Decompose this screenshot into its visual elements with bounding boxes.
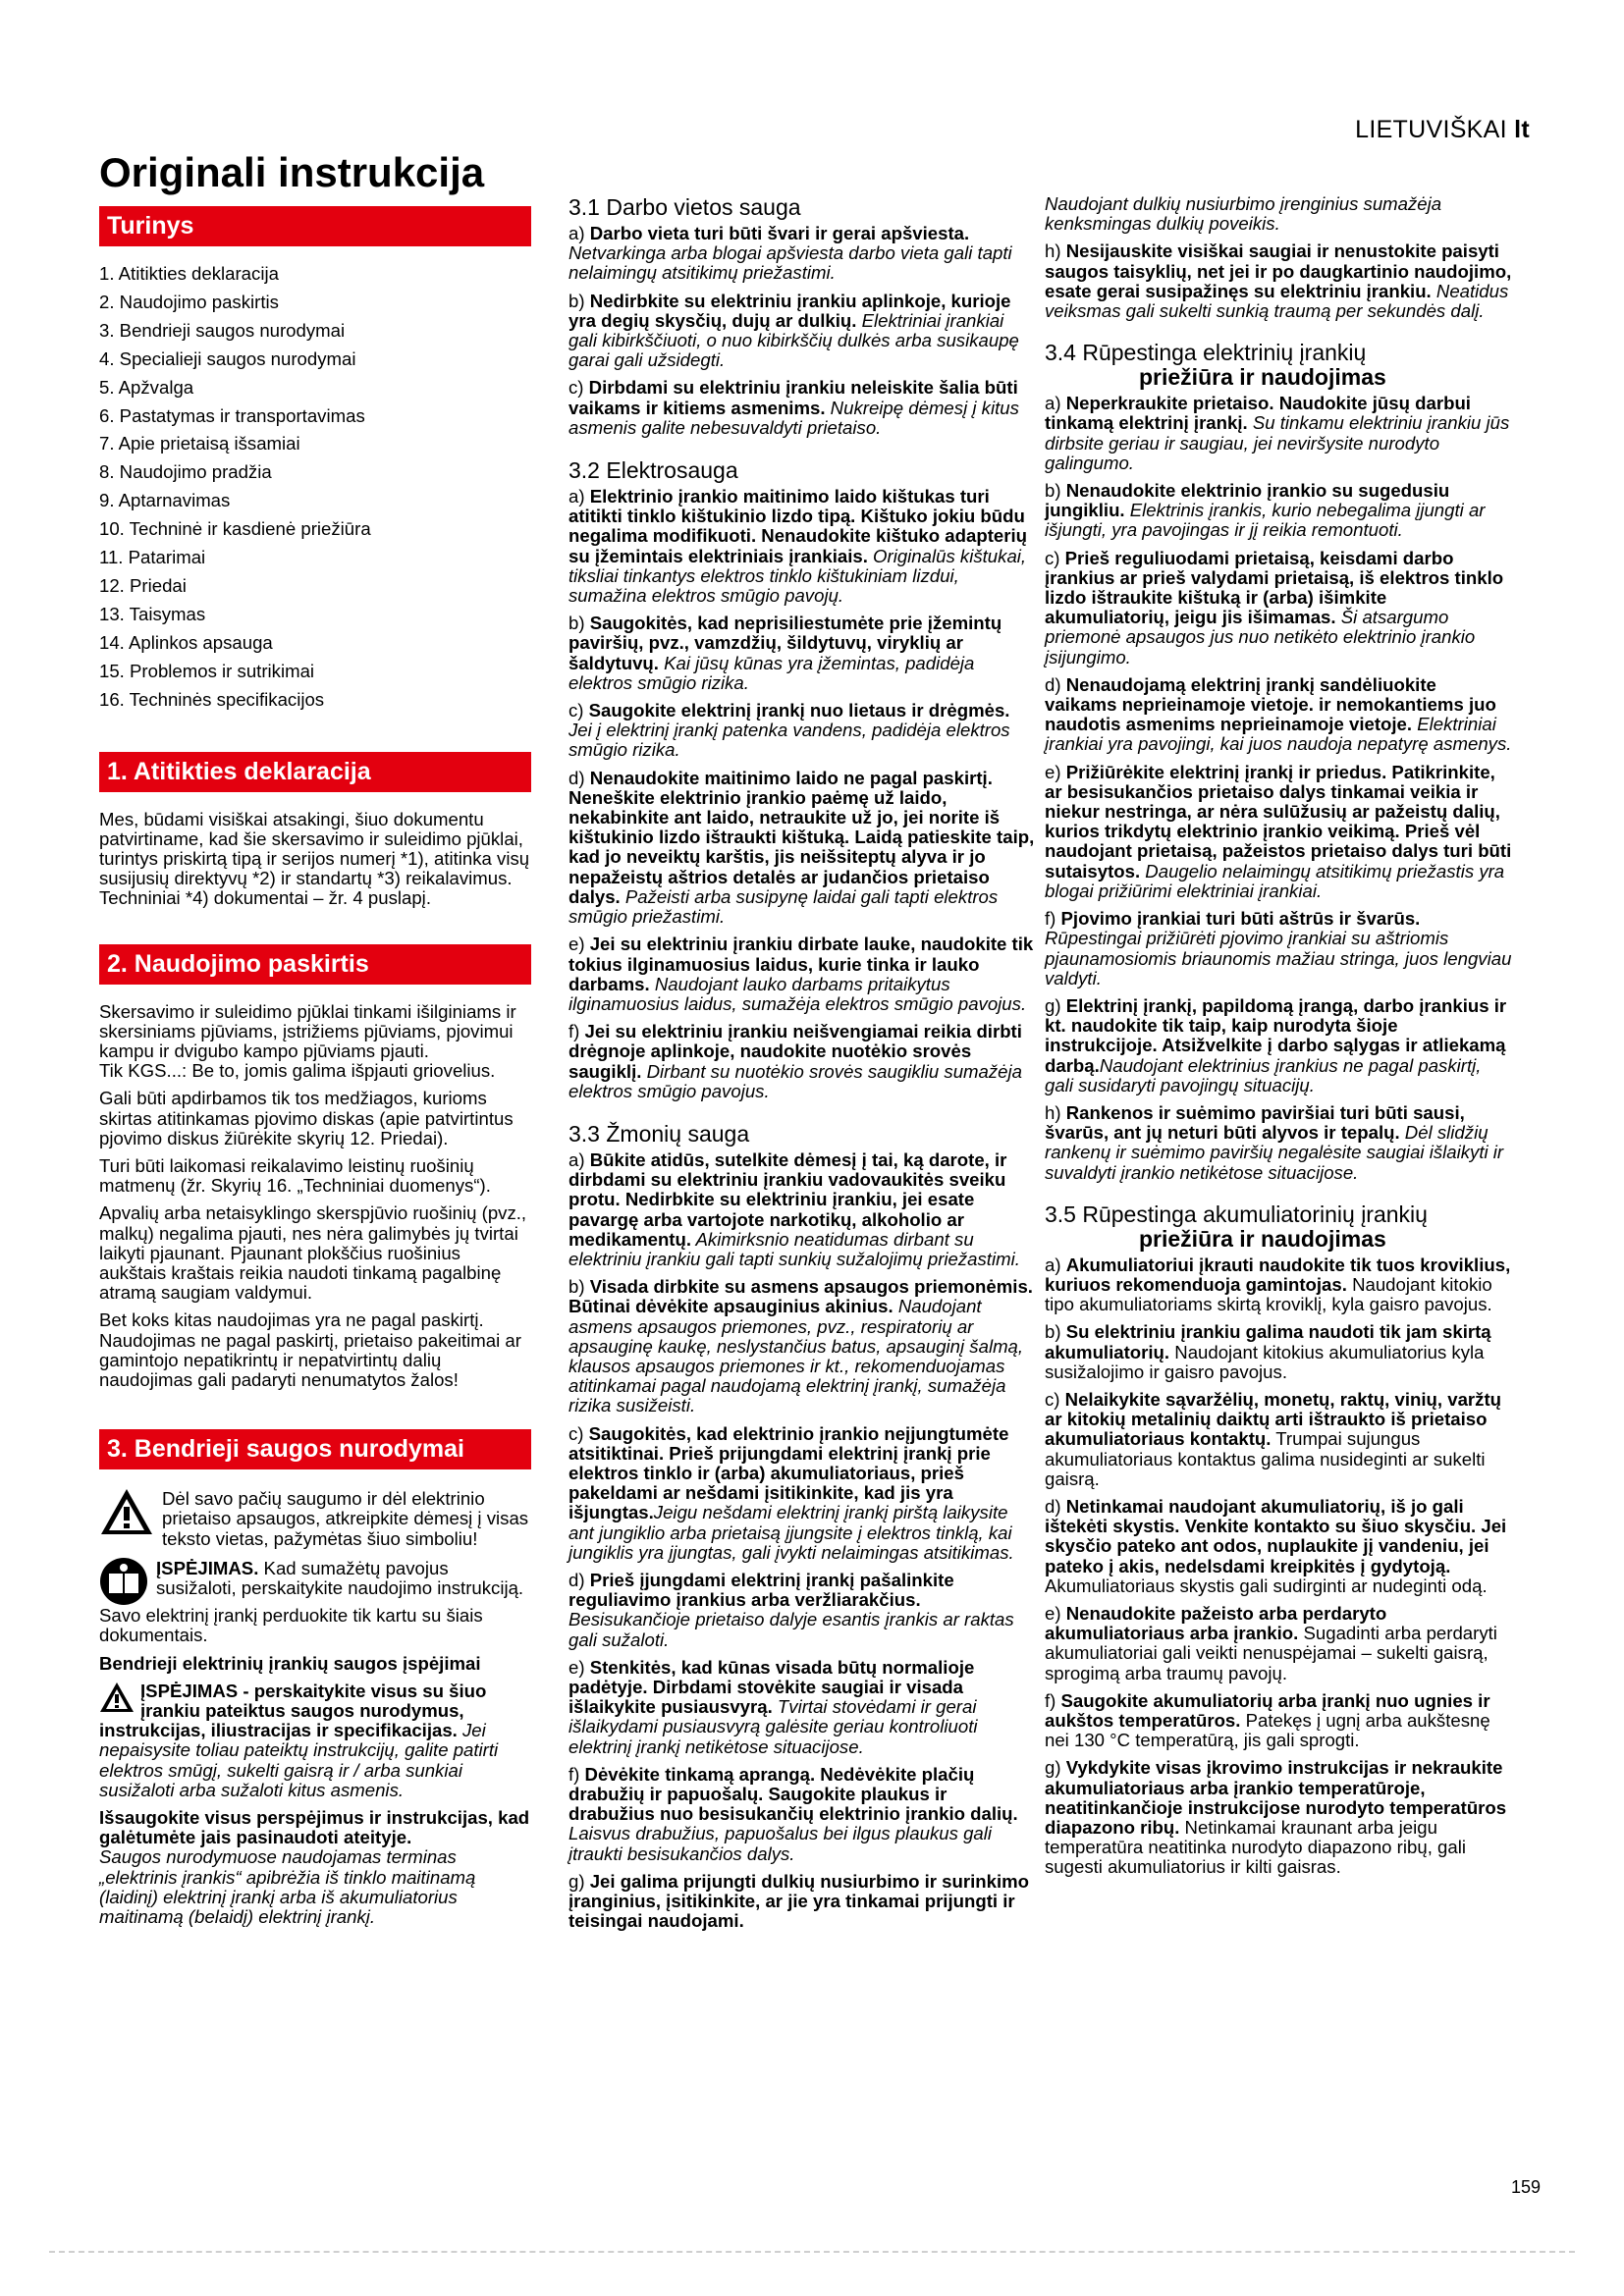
s35-c: c) Nelaikykite sąvaržėlių, monetų, raktų, vinių, varžtų ar kitokių metalinių daiktų arti ištraukto iš prietaiso akumuliatoriaus kontaktų. Trumpai sujungus akumuliatoriaus kontaktus galima nusideginti ar sukelti gaisrą. xyxy=(1045,1388,1501,1489)
general-warning-block xyxy=(99,1682,531,1808)
intended-use-misuse: Bet koks kitas naudojimas yra ne pagal paskirtį. Naudojimas ne pagal paskirtį, prietaiso pakeitimai ar gamintojo nepatikrintų ir nepatvirtintų dalių naudojimas gali padaryti nenumatytos žalos! xyxy=(99,1309,521,1390)
warning-triangle-icon xyxy=(99,1487,154,1536)
read-manual-warning xyxy=(99,1557,531,1606)
intended-use-kgs: Tik KGS...: Be to, jomis galima išpjauti griovelius. xyxy=(99,1060,496,1082)
toc-item[interactable]: 7. Apie prietaisą išsamiai xyxy=(99,433,300,454)
s33-b: b) Visada dirbkite su asmens apsaugos priemonėmis. Būtinai dėvėkite apsauginius akinius. Naudojant asmens apsaugos priemones, pvz., respiratorių ar apsauginę kaukę, neslystančius batus, apsauginį šalmą, klausos apsaugos priemones ir kt., rekomenduojamas atitinkamai pagal naudojamą elektrinį įrankį, sumažėja rizika susižeisti. xyxy=(568,1276,1033,1416)
s35-e: e) Nenaudokite pažeisto arba perdaryto akumuliatoriaus arba įrankio. Sugadinti arba perdaryti akumuliatoriai gali veikti nenuspėjamai – sukelti gaisrą, sprogimą arba traumų pavojų. xyxy=(1045,1602,1497,1683)
toc-item[interactable]: 11. Patarimai xyxy=(99,547,206,568)
safety-warning-general xyxy=(99,1487,531,1557)
section-3-4-title: 3.4 Rūpestinga elektrinių įrankių priežiūra ir naudojimas xyxy=(1045,340,1386,391)
s33-g-continued: Naudojant dulkių nusiurbimo įrenginius sumažėja kenksmingas dulkių poveikis. xyxy=(1045,193,1442,235)
warning-symbol-text: Dėl savo pačių saugumo ir dėl elektrinio prietaiso apsaugos, atkreipkite dėmesį į visas teksto vietas, pažymėtas šiuo simboliu! xyxy=(162,1488,529,1549)
intended-use-round: Apvalių arba netaisyklingo skerspjūvio ruošinių (pvz., malkų) negalima pjauti, nes nėra galimybės jų tvirtai laikyti pjaunant. Pjaunant plokščius ruošinius aukštais kraštais reikia naudoti tinkamą pagalbinę atramą saugiam valdymui. xyxy=(99,1202,527,1304)
section-1-heading: 1. Atitikties deklaracija xyxy=(99,752,531,792)
toc-item[interactable]: 13. Taisymas xyxy=(99,603,206,624)
s32-f: f) Jei su elektriniu įrankiu neišvengiamai reikia dirbti drėgnoje aplinkoje, naudokite nuotėkio srovės saugiklį. Dirbant su nuotėkio srovės saugikliu sumažėja elektros smūgio pavojus. xyxy=(568,1021,1022,1101)
language-header xyxy=(1355,116,1530,144)
s32-c: c) Saugokite elektrinį įrankį nuo lietaus ir drėgmės. Jei į elektrinį įrankį patenka vandens, padidėja elektros smūgio rizika. xyxy=(568,700,1010,761)
s32-b: b) Saugokitės, kad neprisiliestumėte prie įžemintų paviršių, pvz., vamzdžių, šildytuvų, viryklių ar šaldytuvų. Kai jūsų kūnas yra įžemintas, padidėja elektros smūgio rizika. xyxy=(568,613,1002,693)
s33-f: f) Dėvėkite tinkamą aprangą. Nedėvėkite plačių drabužių ir papuošalų. Saugokite plaukus ir drabužius nuo besisukančių elektrinio įrankio dalių. Laisvus drabužius, papuošalus bei ilgus plaukus gali įtraukti besisukančios dalys. xyxy=(568,1763,1018,1864)
toc-item[interactable]: 16. Techninės specifikacijos xyxy=(99,688,325,710)
section-3-3-title: 3.3 Žmonių sauga xyxy=(568,1120,750,1147)
language-code: lt xyxy=(1514,116,1530,143)
section-3-1-title: 3.1 Darbo vietos sauga xyxy=(568,194,801,220)
s33-e: e) Stenkitės, kad kūnas visada būtų normalioje padėtyje. Dirbdami stovėkite saugiai ir visada išlaikykite pusiausvyrą. Tvirtai stovėdami ir gerai išlaikydami pusiausvyrą galėsite geriau kontroliuoti elektrinį įrankį netikėtose situacijose. xyxy=(568,1656,978,1757)
pass-on-text: Savo elektrinį įrankį perduokite tik kartu su šiais dokumentais. xyxy=(99,1605,483,1646)
s31-c: c) Dirbdami su elektriniu įrankiu neleiskite šalia būti vaikams ir kitiems asmenims. Nukreipę dėmesį į kitus asmenis galite nebesuvaldyti prietaiso. xyxy=(568,377,1019,438)
toc-item[interactable]: 8. Naudojimo pradžia xyxy=(99,461,272,483)
s31-b: b) Nedirbkite su elektriniu įrankiu aplinkoje, kurioje yra degių skysčių, dujų ar dulkių. Elektriniai įrankiai gali kibirkščiuoti, o nuo kibirkščių dulkės arba susikaupę garai gali užsidegti. xyxy=(568,290,1019,371)
toc-item[interactable]: 15. Problemos ir sutrikimai xyxy=(99,660,315,681)
toc-heading: Turinys xyxy=(99,206,531,246)
s34-b: b) Nenaudokite elektrinio įrankio su sugedusiu jungikliu. Elektrinis įrankis, kurio nebegalima įjungti ar išjungti, yra pavojingas ir jį reikia remontuoti. xyxy=(1045,480,1486,541)
section-3-2-title: 3.2 Elektrosauga xyxy=(568,457,738,484)
s33-a: a) Būkite atidūs, sutelkite dėmesį į tai, ką darote, ir dirbdami su elektriniu įrankiu vadovaukitės sveiku protu. Nedirbkite su elektriniu įrankiu, jei esate pavargę arba vartojote narkotikų, alkoholio ar medikamentų. Akimirksnio neatidumas dirbant su elektriniu įrankiu gali tapti sunkių sužalojimų priežastimi. xyxy=(568,1148,1020,1269)
intended-use-text: Skersavimo ir suleidimo pjūklai tinkami išilginiams ir skersiniams pjūviams, įstrižiems pjūviams, pjovimui kampu ir dvigubo kampo pjūviams pjauti. xyxy=(99,1000,516,1061)
toc-item[interactable]: 9. Aptarnavimas xyxy=(99,490,231,511)
column-middle xyxy=(568,194,1035,1939)
intended-use-materials: Gali būti apdirbamos tik tos medžiagos, kurioms skirtas atitinkamas pjovimo diskas (apie patvirtintus pjovimo diskus žiūrėkite skyrių 12. Priedai). xyxy=(99,1088,514,1148)
section-3-heading: 3. Bendrieji saugos nurodymai xyxy=(99,1429,531,1469)
toc-item[interactable]: 1. Atitikties deklaracija xyxy=(99,263,279,284)
s34-a: a) Neperkraukite prietaiso. Naudokite jūsų darbui tinkamą elektrinį įrankį. Su tinkamu elektriniu įrankiu jūs dirbsite geriau ir saugiau, jei neviršysite nurodyto galingumo. xyxy=(1045,393,1510,473)
read-manual-text: ĮSPĖJIMAS. Kad sumažėtų pavojus susižaloti, perskaitykite naudojimo instrukciją. xyxy=(156,1557,524,1598)
s34-g: g) Elektrinį įrankį, papildomą įrangą, darbo įrankius ir kt. naudokite tik taip, kaip nurodyta šioje instrukcijoje. Atsižvelkite į darbo sąlygas ir atliekamą darbą.Naudojant elektrinius įrankius ne pagal paskirtį, gali susidaryti pavojingų situacijų. xyxy=(1045,994,1507,1095)
keep-instructions: Išsaugokite visus perspėjimus ir instrukcijas, kad galėtumėte jais pasinaudoti ateityje. Saugos nurodymuose naudojamas terminas „elektrinis įrankis“ apibrėžia iš tinklo maitinamą (laidinį) elektrinį įrankį arba iš akumuliatorius maitinamą (belaidį) elektrinį įrankį. xyxy=(99,1807,530,1928)
s34-e: e) Prižiūrėkite elektrinį įrankį ir priedus. Patikrinkite, ar besisukančios prietaiso dalys tinkamai veikia ir niekur nestringa, ar nėra sulūžusių ar pažeistų dalių, kurios trikdytų elektrinio įrankio veikimą. Prieš vėl naudojant prietaisą, pažeistos prietaiso dalys turi būti sutaisytos. Daugelio nelaimingų atsitikimų priežastis yra blogai prižiūrimi elektriniai įrankiai. xyxy=(1045,761,1512,901)
s35-b: b) Su elektriniu įrankiu galima naudoti tik jam skirtą akumuliatorių. Naudojant kitokius akumuliatorius kyla susižalojimo ir gaisro pavojus. xyxy=(1045,1321,1491,1382)
s31-a: a) Darbo vieta turi būti švari ir gerai apšviesta. Netvarkinga arba blogai apšviesta darbo vieta gali tapti nelaimingų atsitikimų priežastimi. xyxy=(568,223,1012,284)
s32-a: a) Elektrinio įrankio maitinimo laido kištukas turi atitikti tinklo kištukinio lizdo tipą. Kištuko jokiu būdu negalima modifikuoti. Nenaudokite kištuko adapterių su įžemintais elektriniais įrankiais. Originalūs kištukai, tiksliai tinkantys elektros tinklo kištukiniam lizdui, sumažina elektros smūgio pavojų. xyxy=(568,486,1027,607)
warning-triangle-small-icon xyxy=(99,1682,135,1713)
s35-d: d) Netinkamai naudojant akumuliatorių, iš jo gali ištekėti skystis. Venkite kontakto su šiuo skysčiu. Jei skysčio pateko ant odos, nuplaukite jį vandeniu, jei pateko į akis, nedelsdami kreipkitės į gydytoją. Akumuliatoriaus skystis gali sudirginti ar nudeginti odą. xyxy=(1045,1495,1507,1596)
general-warnings-heading: Bendrieji elektrinių įrankių saugos įspėjimai xyxy=(99,1652,481,1674)
s33-c: c) Saugokitės, kad elektrinio įrankio neįjungtumėte atsitiktinai. Prieš prijungdami elektrinį įrankį prie elektros tinklo ir (arba) akumuliatoriaus, prieš pakeldami ar nešdami įsitikinkite, kad jis yra išjungtas.Jeigu nešdami elektrinį įrankį pirštą laikysite ant jungiklio arba prietaisą įjungsite į elektros tinklą, kai jungiklis yra įjungtas, gali įvykti nelaimingas atsitikimas. xyxy=(568,1422,1014,1563)
page-title: Originali instrukcija xyxy=(99,149,485,195)
toc-item[interactable]: 4. Specialieji saugos nurodymai xyxy=(99,347,356,369)
toc-item[interactable]: 10. Techninė ir kasdienė priežiūra xyxy=(99,518,371,540)
language-label: LIETUVIŠKAI xyxy=(1355,116,1507,143)
toc-item[interactable]: 6. Pastatymas ir transportavimas xyxy=(99,404,365,426)
s33-g: g) Jei galima prijungti dulkių nusiurbimo ir surinkimo įranginius, įsitikinkite, ar jie yra tinkamai prijungti ir teisingai naudojami. xyxy=(568,1870,1030,1932)
s32-e: e) Jei su elektriniu įrankiu dirbate lauke, naudokite tik tokius ilginamuosius laidus, kurie tinka ir lauko darbams. Naudojant lauko darbams pritaikytus ilginamuosius laidus, sumažėja elektros smūgio pavojus. xyxy=(568,934,1034,1014)
s32-d: d) Nenaudokite maitinimo laido ne pagal paskirtį. Neneškite elektrinio įrankio paėmę už laido, nekabinkite ant laido, netraukite už jo, jei norite iš kištukinio lizdo ištraukti kištuką. Laidą patieskite taip, kad jo neveiktų karštis, jis neišsiteptų alyva ir jo nepažeistų aštrios detalės ar judančios prietaiso dalys. Pažeisti arba susipynę laidai gali tapti elektros smūgio priežastimi. xyxy=(568,767,1035,928)
s35-a: a) Akumuliatoriui įkrauti naudokite tik tuos kroviklius, kuriuos rekomenduoja gamintojas. Naudojant kitokio tipo akumuliatoriams skirtą kroviklį, kyla gaisro pavojus. xyxy=(1045,1254,1511,1315)
table-of-contents xyxy=(99,260,531,715)
intended-use-dimensions: Turi būti laikomasi reikalavimo leistinų ruošinių matmenų (žr. Skyrių 16. „Techniniai duomenys“). xyxy=(99,1154,491,1197)
section-3-5-title: 3.5 Rūpestinga akumuliatorinių įrankių priežiūra ir naudojimas xyxy=(1045,1201,1428,1252)
declaration-text: Mes, būdami visiškai atsakingi, šiuo dokumentu patvirtiname, kad šie skersavimo ir suleidimo pjūklai, turintys priskirtą tipą ir serijos numerį *1), atitinka visų susijusių direktyvų *2) ir standartų *3) reikalavimus. Techniniai *4) dokumentai – žr. 4 puslapį. xyxy=(99,808,530,909)
toc-item[interactable]: 12. Priedai xyxy=(99,574,187,596)
read-manual-icon xyxy=(99,1557,148,1606)
s33-h: h) Nesijauskite visiškai saugiai ir nenustokite paisyti saugos taisyklių, net jei ir po daugkartinio naudojimo, esate gerai susipažinęs su elektriniu įrankiu. Neatidus veiksmas gali sukelti sunkią traumą per sekundės dalį. xyxy=(1045,240,1512,322)
s35-f: f) Saugokite akumuliatorių arba įrankį nuo ugnies ir aukštos temperatūros. Patekęs į ugnį arba aukštesnę nei 130 °C temperatūrą, jis gali sprogti. xyxy=(1045,1689,1490,1751)
s33-d: d) Prieš įjungdami elektrinį įrankį pašalinkite reguliavimo įrankius arba veržliarakčius. Besisukančioje prietaiso dalyje esantis įrankis ar raktas gali sužaloti. xyxy=(568,1569,1014,1650)
toc-item[interactable]: 3. Bendrieji saugos nurodymai xyxy=(99,319,346,341)
column-left xyxy=(99,194,531,1935)
column-right xyxy=(1045,194,1512,1886)
toc-item[interactable]: 14. Aplinkos apsauga xyxy=(99,631,273,653)
s34-h: h) Rankenos ir suėmimo paviršiai turi būti sausi, švarūs, ant jų neturi būti alyvos ir tepalų. Dėl slidžių rankenų ir suėmimo paviršių negalėsite saugiai išlaikyti ir suvaldyti įrankio netikėtose situacijose. xyxy=(1045,1101,1504,1183)
s34-c: c) Prieš reguliuodami prietaisą, keisdami darbo įrankius ar prieš valydami prietaisą, iš elektros tinklo lizdo ištraukite kištuką ir (arba) išimkite akumuliatorių, jeigu jis išimamas. Ši atsargumo priemonė apsaugos jus nuo netikėto elektrinio įrankio įsijungimo. xyxy=(1045,547,1504,667)
toc-item[interactable]: 5. Apžvalga xyxy=(99,376,194,398)
page-number: 159 xyxy=(1511,2177,1542,2197)
section-2-heading: 2. Naudojimo paskirtis xyxy=(99,944,531,985)
s35-g: g) Vykdykite visas įkrovimo instrukcijas ir nekraukite akumuliatoriaus arba įrankio temperatūroje, neatitinkančioje instrukcijose nurodyto temperatūros diapazono ribų. Netinkamai kraunant arba jeigu temperatūra neatitinka nurodyto diapazono ribų, gali sugesti akumuliatorius ir kilti gaisras. xyxy=(1045,1757,1507,1878)
s34-f: f) Pjovimo įrankiai turi būti aštrūs ir švarūs. Rūpestingai prižiūrėti pjovimo įrankiai su aštriomis pjaunamosiomis briaunomis mažiau stringa, juos lengviau valdyti. xyxy=(1045,908,1512,988)
toc-item[interactable]: 2. Naudojimo paskirtis xyxy=(99,291,279,312)
general-warning-text: ĮSPĖJIMAS - perskaitykite visus su šiuo įrankiu pateiktus saugos nurodymus, instrukcijas, iliustracijas ir specifikacijas. Jei nepaisysite toliau pateiktų instrukcijų, galite patirti elektros smūgį, sukelti gaisrą ir / arba sunkiai susižaloti arba sužaloti kitus asmenis. xyxy=(99,1680,499,1800)
s34-d: d) Nenaudojamą elektrinį įrankį sandėliuokite vaikams neprieinamoje vietoje. ir nemokantiems juo naudotis asmenims neprieinamoje vietoje. Elektriniai įrankiai yra pavojingi, kai juos naudoja nepatyrę asmenys. xyxy=(1045,673,1512,755)
footer-divider xyxy=(49,2251,1575,2253)
